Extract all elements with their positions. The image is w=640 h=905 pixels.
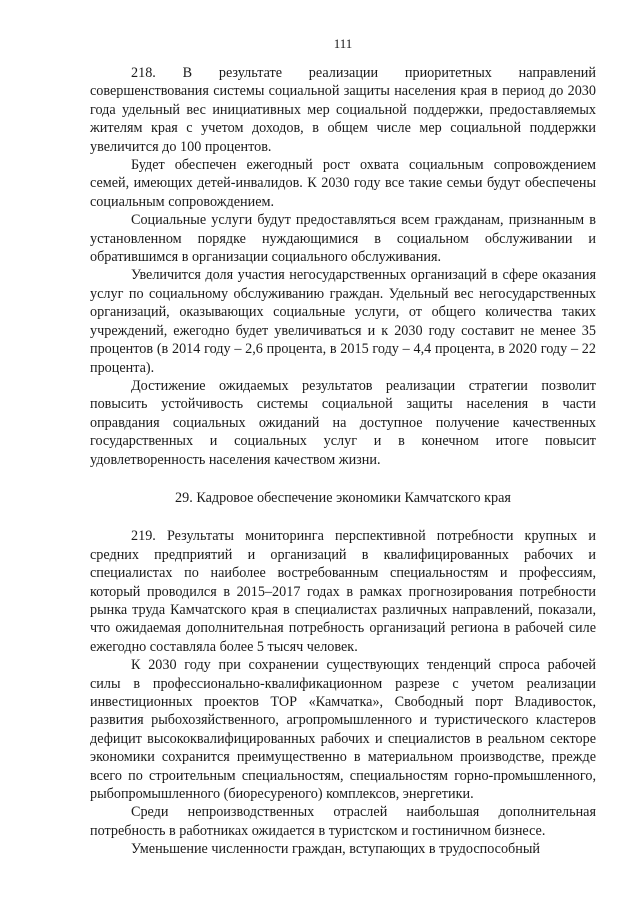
paragraph-population-decline: Уменьшение численности граждан, вступающих в трудоспособный [131,841,540,858]
paragraph-non-state-organizations: Увеличится доля участия негосударственных организаций в сфере оказания услуг по социальному обслуживанию граждан. Удельный вес негосударственных организаций, оказывающих социальные услуги, от общего количества таких учреждений, ежегодно будет увеличиваться и к 2030 году составит не менее 35 процентов (в 2014 году – 2,6 процента, в 2015 году – 4,4 процента, в 2020 году – 22 процента). [90,267,596,376]
document-page [90,36,596,859]
paragraph-expected-results: Достижение ожидаемых результатов реализации стратегии позволит повысить устойчивость системы социальной защиты населения в части оправдания социальных ожиданий на доступное получение качественных государственных и социальных услуг и в конечном итоге повысит удовлетворенность населения качеством жизни. [90,377,596,468]
paragraph-labor-demand-2030: К 2030 году при сохранении существующих тенденций спроса рабочей силы в профессионально-квалификационном разрезе с учетом реализации инвестиционных проектов ТОР «Камчатка», Свободный порт Владивосток, развития рыбохозяйственного, агропромышленного и туристического кластеров дефицит высококвалифицированных рабочих и специалистов в реальном секторе экономики сохранится преимущественно в материальном производстве, прежде всего по строительным специальностям, специальностям горно-промышленного, рыбопромышленного (биоресуреного) комплексов, энергетики. [90,657,596,803]
page-number: 111 [333,36,353,51]
paragraph-social-support-families: Будет обеспечен ежегодный рост охвата социальным сопровождением семей, имеющих детей-инвалидов. К 2030 году все такие семьи будут обеспечены социальным сопровождением. [90,157,596,210]
paragraph-social-services: Социальные услуги будут предоставляться всем гражданам, признанным в установленном порядке нуждающимися в социальном обслуживании и обратившимся в организации социального обслуживания. [90,212,596,266]
paragraph-219: 219. Результаты мониторинга перспективной потребности крупных и средних предприятий и организаций в квалифицированных рабочих и специалистах по наиболее востребованным специальностям и профессиям, который проводился в 2015–2017 годах в рамках прогнозирования потребности рынка труда Камчатского края в специалистах различных направлений, показали, что ожидаемая дополнительная потребность организаций региона в рабочей силе ежегодно составляла более 5 тысяч человек. [90,528,596,655]
paragraph-218: 218. В результате реализации приоритетных направлений совершенствования системы социальной защиты населения края в период до 2030 года удельный вес инициативных мер социальной поддержки, предоставляемых жителям края с учетом доходов, в общем числе мер социальной поддержки увеличится до 100 процентов. [90,65,596,155]
section-heading: 29. Кадровое обеспечение экономики Камчатского края [175,489,511,506]
paragraph-non-production-sectors: Среди непроизводственных отраслей наибольшая дополнительная потребность в работниках ожидается в туристском и гостиничном бизнесе. [90,804,596,839]
